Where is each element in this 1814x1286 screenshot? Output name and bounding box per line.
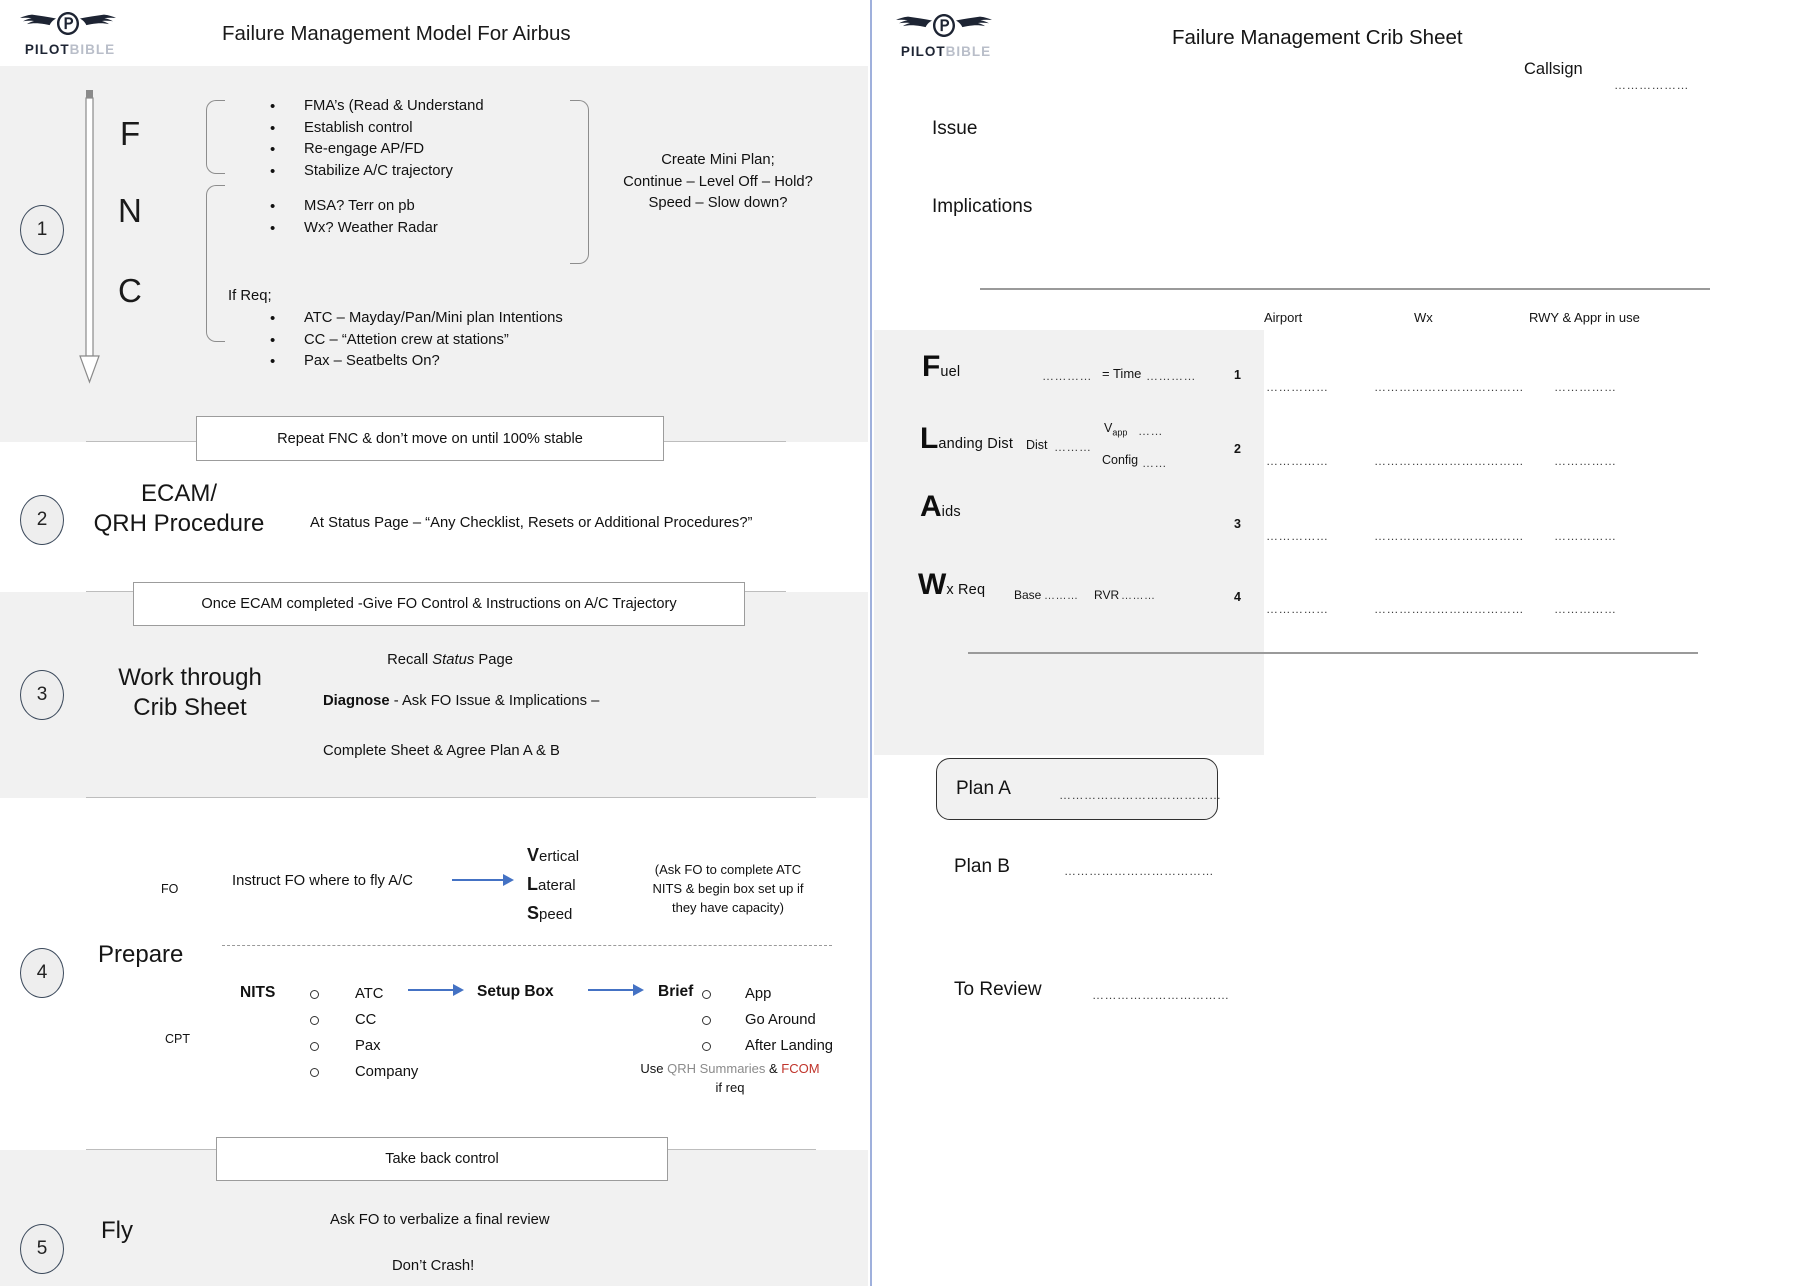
- table-column-header-rwy-appr: RWY & Appr in use: [1529, 310, 1640, 325]
- bullet-dot-icon: •: [270, 353, 276, 370]
- step4-heading: Prepare: [98, 941, 184, 968]
- step1-bullets-navigate: [262, 196, 438, 239]
- vls-list: [527, 845, 579, 925]
- aside-line-3: they have capacity): [671, 900, 784, 915]
- recall-status-word: Status: [432, 652, 475, 668]
- gate-box-once-ecam: Once ECAM completed -Give FO Control & Instructions on A/C Trajectory: [133, 582, 745, 626]
- brace-group-f: [206, 100, 225, 174]
- brace-group-nc: [206, 185, 225, 342]
- flaw-letter-fuel: [922, 350, 960, 384]
- step-number-2: 2: [20, 495, 64, 545]
- table-cell-airport-4: ……………: [1266, 602, 1329, 616]
- rvr-label: RVR: [1094, 588, 1120, 602]
- table-row-number-4: 4: [1234, 590, 1241, 604]
- table-cell-wx-2: ………………………………: [1374, 454, 1524, 468]
- bullet-text: Pax – Seatbelts On?: [304, 353, 440, 369]
- table-row-number-2: 2: [1234, 442, 1241, 456]
- flow-down-arrow: [78, 90, 102, 395]
- bullet-text: Wx? Weather Radar: [304, 219, 438, 236]
- step5-heading: Fly: [101, 1217, 133, 1244]
- step5-line-1: Ask FO to verbalize a final review: [330, 1212, 550, 1228]
- step3-heading: [80, 663, 300, 723]
- use-mid: &: [765, 1061, 782, 1076]
- bullet-text: Stabilize A/C trajectory: [304, 162, 453, 179]
- table-column-header-airport: Airport: [1264, 310, 1303, 325]
- table-row-number-1: 1: [1234, 368, 1241, 382]
- step2-heading-line-2: QRH Procedure: [93, 510, 265, 537]
- left-page-title: Failure Management Model For Airbus: [222, 22, 571, 45]
- qrh-summaries-text: QRH Summaries: [667, 1061, 766, 1076]
- vls-rest-lateral: ateral: [538, 877, 576, 894]
- vls-item-speed: [527, 903, 579, 925]
- callsign-label: Callsign: [1524, 60, 1583, 78]
- nits-items-list: [310, 981, 418, 1085]
- list-item: [262, 161, 484, 183]
- step-number-1: 1: [20, 205, 64, 255]
- step2-heading: [76, 479, 282, 539]
- brief-items-list: [702, 981, 833, 1059]
- table-cell-wx-1: ………………………………: [1374, 380, 1524, 394]
- fnc-letter-f: F: [120, 115, 141, 152]
- circle-bullet-icon: [702, 990, 711, 999]
- step-number-3: 3: [20, 670, 64, 720]
- flaw-rest-landing-dist: anding Dist: [938, 436, 1014, 452]
- diagnose-keyword: Diagnose: [323, 693, 390, 709]
- nits-item-pax: Pax: [355, 1038, 381, 1054]
- gate-box-repeat-fnc: Repeat FNC & don’t move on until 100% stable: [196, 416, 664, 461]
- to-review-label: To Review: [954, 979, 1042, 1000]
- fuel-field-dots-2: …………: [1146, 369, 1196, 383]
- recall-suffix: Page: [474, 652, 513, 668]
- plan-b-value: ………………………………: [1064, 864, 1214, 878]
- plan-a-label: Plan A: [956, 778, 1011, 799]
- step4-aside-note: [644, 860, 812, 917]
- step1-mini-plan-note: [608, 150, 828, 215]
- step5-line-2: Don’t Crash!: [392, 1258, 475, 1274]
- mini-plan-line-3: Speed – Slow down?: [648, 195, 788, 211]
- list-item: [310, 1033, 418, 1059]
- bullet-text: FMA’s (Read & Understand: [304, 98, 484, 114]
- band-step4: [0, 798, 868, 1150]
- bullet-dot-icon: •: [270, 119, 276, 137]
- aside-line-2: NITS & begin box set up if: [652, 881, 804, 896]
- step2-heading-line-1: ECAM/: [140, 480, 217, 507]
- arrow-head: [633, 984, 644, 996]
- brief-item-after-landing: After Landing: [745, 1038, 834, 1054]
- bullet-dot-icon: •: [270, 98, 276, 115]
- logo-word-pilot: PILOT: [900, 44, 946, 59]
- vls-item-lateral: [527, 874, 579, 896]
- landing-dist-label: Dist: [1026, 438, 1048, 452]
- use-qrh-note: [640, 1059, 820, 1097]
- aside-line-1: (Ask FO to complete ATC: [654, 862, 802, 877]
- logo-word-bible: BIBLE: [945, 44, 992, 59]
- flaw-cap-l: L: [920, 422, 939, 455]
- circle-bullet-icon: [702, 1016, 711, 1025]
- vapp-sub: app: [1112, 427, 1128, 438]
- vls-cap-v: V: [527, 845, 540, 865]
- flaw-letter-aids: [920, 490, 961, 524]
- bullet-dot-icon: •: [270, 162, 276, 180]
- step3-diagnose-line: [323, 691, 599, 713]
- plan-a-value: …………………………………: [1059, 788, 1222, 802]
- table-cell-airport-3: ……………: [1266, 529, 1329, 543]
- table-cell-wx-4: ………………………………: [1374, 602, 1524, 616]
- rvr-dots: ………: [1121, 590, 1156, 602]
- table-cell-airport-2: ……………: [1266, 454, 1329, 468]
- fnc-letter-n: N: [118, 192, 142, 229]
- arrow-head: [503, 874, 514, 886]
- vapp-label: [1104, 421, 1127, 438]
- plan-b-label: Plan B: [954, 856, 1010, 877]
- circle-bullet-icon: [702, 1042, 711, 1051]
- arrow-instruct-to-vls: [452, 874, 514, 886]
- vls-cap-s: S: [527, 903, 540, 923]
- vapp-v: V: [1104, 421, 1113, 435]
- config-label: Config: [1102, 453, 1139, 467]
- step3-recall-status-page: [320, 650, 580, 672]
- right-panel-crib-sheet: [874, 0, 1814, 1286]
- bullet-dot-icon: •: [270, 198, 276, 215]
- brace-right-summary: [570, 100, 589, 264]
- setup-box-label: Setup Box: [477, 983, 554, 1000]
- rule-above-flaw: [980, 288, 1710, 290]
- nits-item-cc: CC: [355, 1012, 377, 1028]
- flaw-letter-landing-dist: [920, 422, 1013, 456]
- use-if-req: if req: [715, 1080, 745, 1095]
- table-cell-airport-1: ……………: [1266, 380, 1329, 394]
- list-item: [262, 330, 563, 352]
- mini-plan-line-2: Continue – Level Off – Hold?: [623, 173, 813, 190]
- brief-item-app: App: [745, 986, 772, 1002]
- rule-below-flaw: [968, 652, 1698, 654]
- left-panel-failure-management-model: [0, 0, 868, 1286]
- instruct-fo-text: Instruct FO where to fly A/C: [232, 873, 413, 889]
- list-item: [262, 96, 484, 118]
- list-item: [262, 139, 484, 161]
- table-cell-rwy-4: ……………: [1554, 602, 1617, 616]
- use-qrh-line: [640, 1059, 820, 1078]
- gate-box-take-back-control: Take back control: [216, 1137, 668, 1181]
- config-dots: ……: [1142, 456, 1167, 470]
- step3-heading-line-1: Work through: [118, 664, 262, 691]
- logo-word-pilot: PILOT: [24, 42, 70, 57]
- table-cell-rwy-2: ……………: [1554, 454, 1617, 468]
- arrow-shaft: [452, 879, 503, 881]
- base-label: Base: [1014, 588, 1042, 602]
- list-item: [262, 118, 484, 140]
- fuel-equals-time-label: = Time: [1102, 366, 1142, 381]
- list-item: [310, 981, 418, 1007]
- rule-step3-bottom: [86, 797, 816, 798]
- list-item: [262, 308, 563, 330]
- logo-wordmark: [16, 42, 124, 57]
- role-label-cpt: CPT: [165, 1032, 190, 1046]
- list-item: [702, 1007, 833, 1033]
- list-item: [262, 196, 438, 218]
- vls-item-vertical: [527, 845, 579, 867]
- winged-p-logo-icon: [16, 6, 124, 44]
- to-review-value: ……………………………: [1092, 988, 1230, 1002]
- bullet-dot-icon: •: [270, 141, 276, 158]
- flaw-cap-w: W: [918, 568, 947, 601]
- winged-p-logo-icon: [892, 8, 1000, 46]
- table-cell-rwy-1: ……………: [1554, 380, 1617, 394]
- vls-rest-vertical: ertical: [539, 848, 580, 865]
- step2-detail: At Status Page – “Any Checklist, Resets or Additional Procedures?”: [310, 515, 753, 531]
- logo-word-bible: BIBLE: [69, 42, 116, 57]
- vapp-dots: ……: [1138, 424, 1163, 438]
- step1-bullets-fnc-control: [262, 96, 484, 182]
- list-item: [262, 351, 563, 373]
- circle-bullet-icon: [310, 1068, 319, 1077]
- logo-wordmark-right: [892, 44, 1000, 59]
- step-number-5: 5: [20, 1224, 64, 1274]
- if-req-label: If Req;: [228, 288, 272, 304]
- vls-rest-speed: peed: [539, 906, 573, 923]
- list-item: [310, 1007, 418, 1033]
- bullet-dot-icon: •: [270, 219, 276, 237]
- arrow-head: [453, 984, 464, 996]
- brief-item-go-around: Go Around: [745, 1012, 816, 1028]
- table-cell-rwy-3: ……………: [1554, 529, 1617, 543]
- use-prefix: Use: [640, 1061, 668, 1076]
- nits-label: NITS: [240, 984, 276, 1001]
- table-column-header-wx: Wx: [1414, 310, 1433, 325]
- flaw-rest-fuel: uel: [940, 364, 961, 380]
- arrow-shaft: [408, 989, 453, 991]
- step4-dashed-separator: [222, 945, 832, 946]
- circle-bullet-icon: [310, 1042, 319, 1051]
- bullet-text: Re-engage AP/FD: [304, 141, 425, 157]
- list-item: [310, 1059, 418, 1085]
- arrow-nits-to-setup: [408, 984, 464, 996]
- circle-bullet-icon: [310, 1016, 319, 1025]
- bullet-dot-icon: •: [270, 310, 276, 327]
- flaw-cap-a: A: [920, 490, 942, 523]
- recall-prefix: Recall: [387, 652, 433, 668]
- flaw-rest-aids: ids: [941, 504, 961, 520]
- step-number-4: 4: [20, 948, 64, 998]
- bullet-text: MSA? Terr on pb: [304, 198, 415, 214]
- list-item: [702, 981, 833, 1007]
- fcom-text: FCOM: [781, 1061, 820, 1076]
- step1-bullets-communicate: [262, 308, 563, 373]
- fuel-field-dots-1: …………: [1042, 369, 1092, 383]
- step3-heading-crib-sheet: Crib Sheet: [133, 694, 247, 721]
- right-page-title: Failure Management Crib Sheet: [1172, 26, 1463, 49]
- nits-item-atc: ATC: [355, 986, 384, 1002]
- table-cell-wx-3: ………………………………: [1374, 529, 1524, 543]
- table-row-number-3: 3: [1234, 517, 1241, 531]
- landing-dist-dots: ………: [1054, 440, 1092, 454]
- role-label-fo: FO: [161, 882, 179, 896]
- bullet-dot-icon: •: [270, 331, 276, 349]
- fnc-letter-c: C: [118, 272, 142, 309]
- mini-plan-line-1: Create Mini Plan;: [661, 152, 775, 168]
- arrow-setup-to-brief: [588, 984, 644, 996]
- flaw-cap-f: F: [922, 350, 941, 383]
- pilot-bible-logo: [16, 6, 124, 57]
- brief-label: Brief: [658, 983, 694, 1000]
- flaw-letter-wx-req: [918, 568, 985, 602]
- bullet-text: Establish control: [304, 119, 413, 136]
- circle-bullet-icon: [310, 990, 319, 999]
- pilot-bible-logo-right: [892, 8, 1000, 59]
- vls-cap-l: L: [527, 874, 538, 894]
- issue-label: Issue: [932, 118, 978, 139]
- arrow-shaft: [588, 989, 633, 991]
- step3-complete-sheet-line: Complete Sheet & Agree Plan A & B: [323, 743, 560, 759]
- flaw-rest-wx-req: x Req: [946, 582, 986, 598]
- callsign-value: ………………: [1614, 78, 1689, 92]
- list-item: [262, 218, 438, 240]
- diagnose-rest: - Ask FO Issue & Implications –: [389, 693, 600, 709]
- list-item: [702, 1033, 833, 1059]
- base-dots: ………: [1044, 590, 1079, 602]
- bullet-text: ATC – Mayday/Pan/Mini plan Intentions: [304, 310, 563, 326]
- band-flaw-grey: [874, 330, 1264, 755]
- implications-label: Implications: [932, 196, 1033, 217]
- bullet-text: CC – “Attetion crew at stations”: [304, 331, 509, 348]
- nits-item-company: Company: [355, 1064, 419, 1080]
